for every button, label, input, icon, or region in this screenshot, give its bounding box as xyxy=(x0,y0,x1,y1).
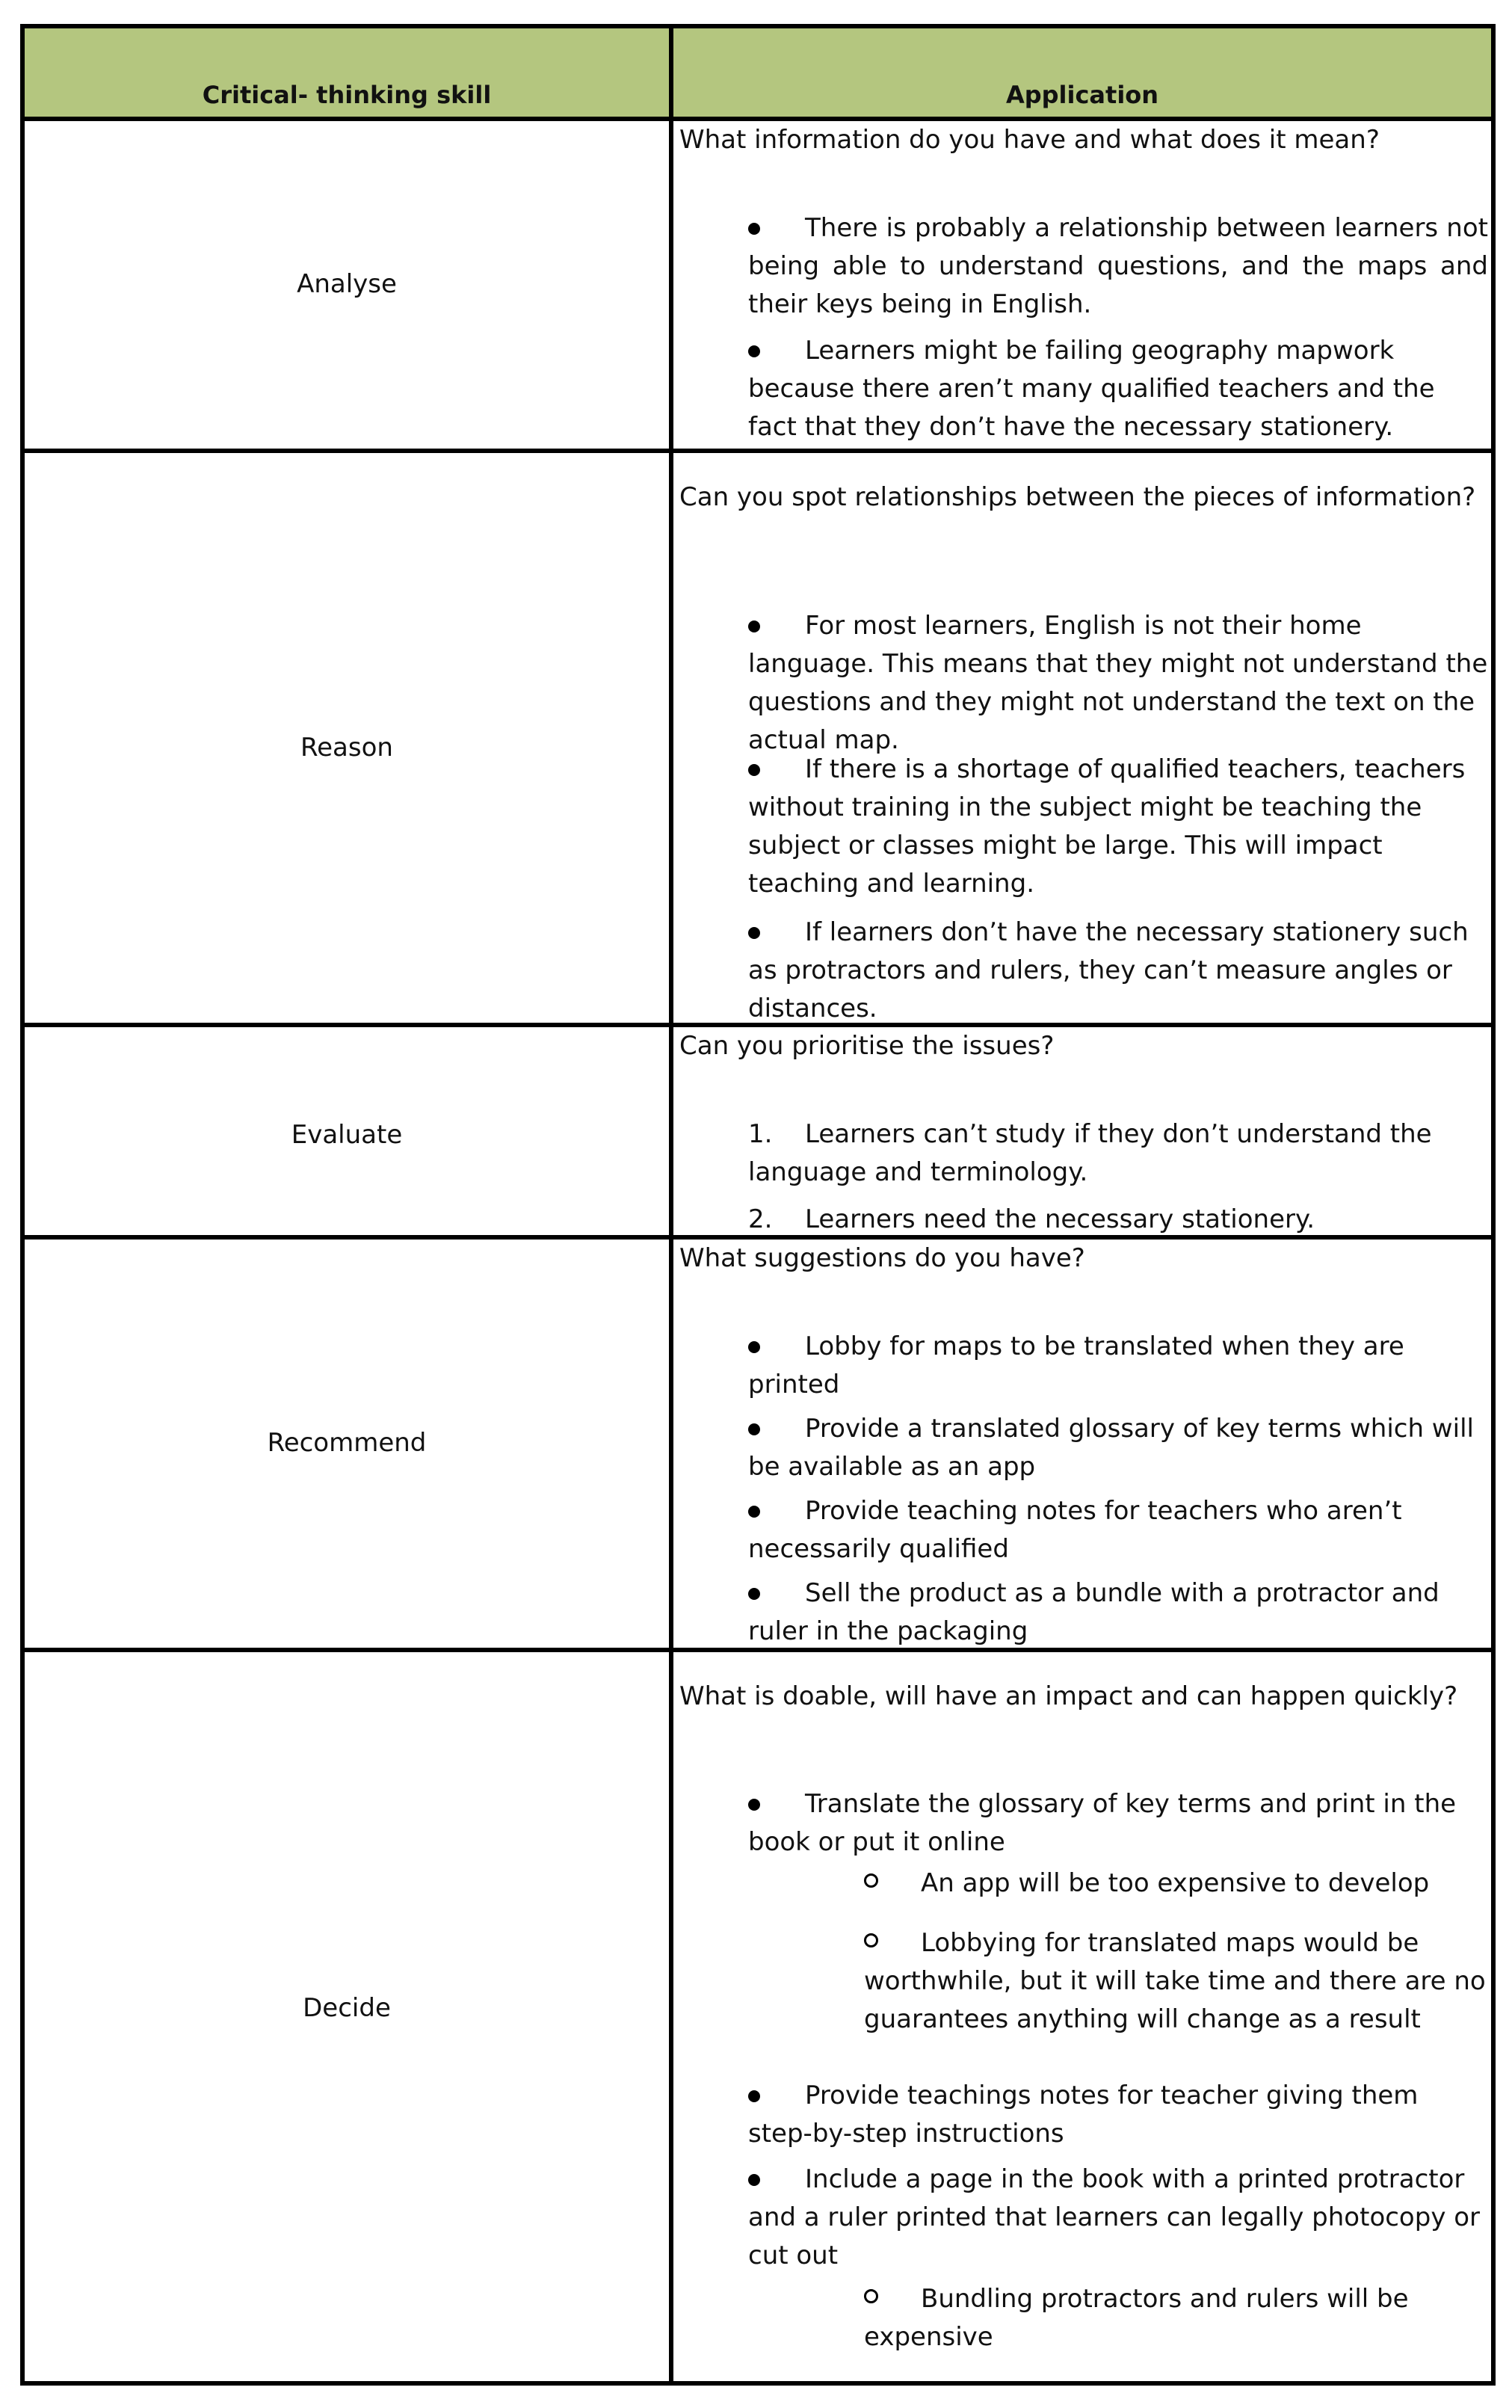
question: Can you prioritise the issues? xyxy=(679,1031,1055,1061)
question: What is doable, will have an impact and can happen quickly? xyxy=(679,1681,1458,1711)
header-skill: Critical- thinking skill xyxy=(202,81,492,109)
application-decide xyxy=(673,1652,1491,2381)
critical-thinking-table xyxy=(20,24,1496,2386)
list-item: Sell the product as a bundle with a protractor and ruler in the packaging xyxy=(748,1578,1440,1646)
list-item: If learners don’t have the necessary stationery such as protractors and rulers, they can’t measure angles or distances. xyxy=(748,917,1469,1023)
bullet-icon xyxy=(748,2174,760,2186)
bullet-icon xyxy=(748,1506,760,1518)
list-item: There is probably a relationship between learners not being able to understand questions, and the maps and their keys being in English. xyxy=(748,213,1488,319)
circle-bullet-icon xyxy=(864,1933,878,1947)
list-item: Lobby for maps to be translated when they are printed xyxy=(748,1331,1404,1399)
list-item: Provide teaching notes for teachers who aren’t necessarily qualified xyxy=(748,1496,1402,1564)
skill-recommend: Recommend xyxy=(267,1428,427,1458)
skill-decide: Decide xyxy=(303,1993,391,2023)
list-item: Provide teachings notes for teacher giving them step-by-step instructions xyxy=(748,2081,1419,2149)
list-number: 1. xyxy=(748,1119,773,1149)
list-item: Learners might be failing geography mapwork because there aren’t many qualified teachers and the fact that they don’t have the necessary stationery. xyxy=(748,336,1435,442)
bullet-icon xyxy=(748,1341,760,1353)
application-evaluate xyxy=(673,1027,1491,1235)
list-number: 2. xyxy=(748,1204,773,1234)
bullet-icon xyxy=(748,1799,760,1811)
sub-list-item: Bundling protractors and rulers will be expensive xyxy=(864,2284,1409,2352)
skill-evaluate: Evaluate xyxy=(291,1120,403,1150)
table-header xyxy=(25,28,1491,117)
application-recommend xyxy=(673,1240,1491,1648)
bullet-icon xyxy=(748,1588,760,1600)
bullet-icon xyxy=(748,345,760,357)
list-item: 1. Learners can’t study if they don’t understand the language and terminology. xyxy=(748,1115,1488,1192)
bullet-icon xyxy=(748,621,760,632)
header-application: Application xyxy=(1005,81,1159,109)
skill-analyse: Analyse xyxy=(297,269,397,299)
bullet-icon xyxy=(748,927,760,939)
application-reason xyxy=(673,453,1491,1023)
list-item: Translate the glossary of key terms and print in the book or put it online xyxy=(748,1789,1457,1857)
bullet-icon xyxy=(748,764,760,776)
sub-list-item: An app will be too expensive to develop xyxy=(864,1864,1491,1903)
list-item: Include a page in the book with a printed protractor and a ruler printed that learners can legally photocopy or cut out xyxy=(748,2164,1481,2270)
skill-reason: Reason xyxy=(300,733,393,763)
bullet-icon xyxy=(748,1423,760,1435)
bullet-icon xyxy=(748,2090,760,2102)
application-analyse xyxy=(673,121,1491,449)
question: Can you spot relationships between the pieces of information? xyxy=(679,482,1476,512)
bullet-icon xyxy=(748,223,760,235)
list-item: If there is a shortage of qualified teachers, teachers without training in the subject might be teaching the subject or classes might be large. This will impact teaching and learning. xyxy=(748,754,1466,899)
list-item: Provide a translated glossary of key terms which will be available as an app xyxy=(748,1414,1474,1482)
question: What information do you have and what does it mean? xyxy=(679,125,1380,155)
list-item: 2. Learners need the necessary stationery. xyxy=(748,1201,1488,1235)
circle-bullet-icon xyxy=(864,2289,878,2303)
question: What suggestions do you have? xyxy=(679,1243,1085,1273)
list-item: For most learners, English is not their home language. This means that they might not understand the questions and they might not understand the text on the actual map. xyxy=(748,611,1488,755)
circle-bullet-icon xyxy=(864,1873,878,1888)
sub-list-item: Lobbying for translated maps would be worthwhile, but it will take time and there are no guarantees anything will change as a result xyxy=(864,1928,1486,2034)
